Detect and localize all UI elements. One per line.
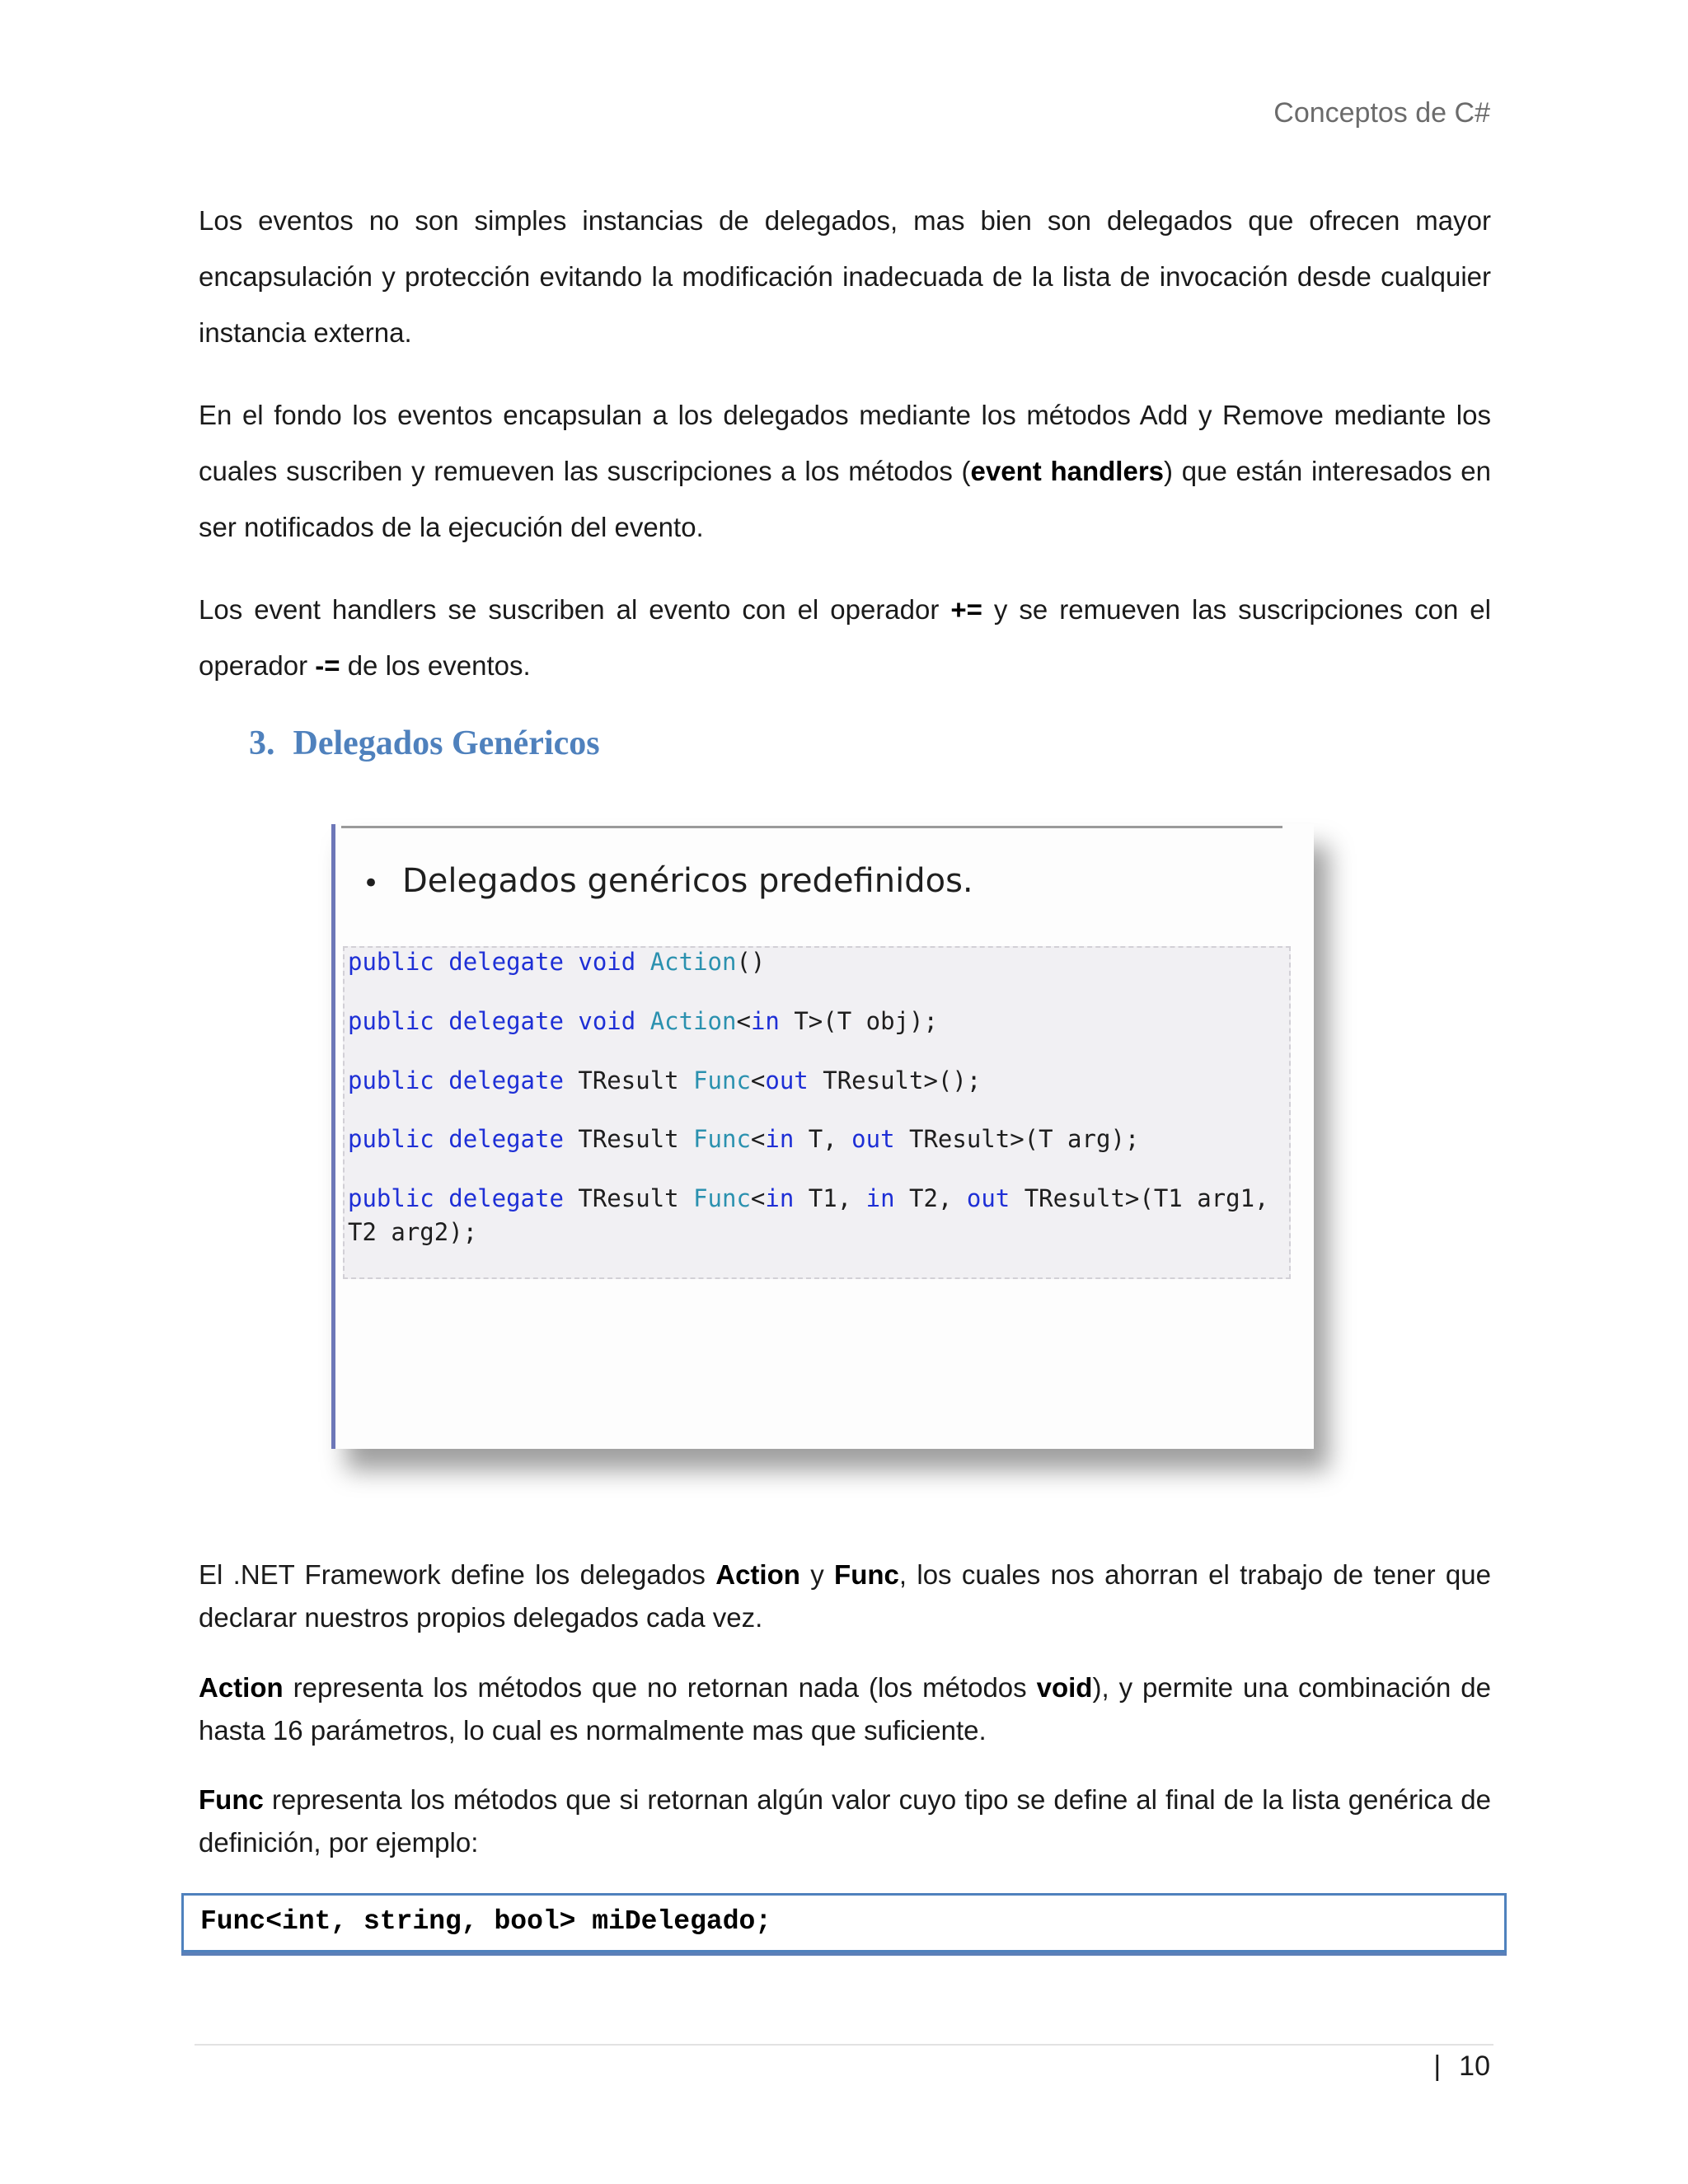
slide-left-border — [331, 824, 335, 1449]
page-number-separator: | — [1433, 2050, 1442, 2082]
code-line-4: public delegate TResult Func<in T, out TResult>(T arg); — [348, 1125, 1140, 1153]
bold-term: Func — [199, 1784, 264, 1815]
section-title: Delegados Genéricos — [293, 724, 600, 762]
text-fragment: representa los métodos que no retornan nada (los métodos — [283, 1672, 1037, 1703]
bold-term: Action — [715, 1559, 800, 1590]
code-line-3: public delegate TResult Func<out TResult>(); — [348, 1066, 982, 1094]
running-header: Conceptos de C# — [1273, 97, 1490, 129]
text-fragment: Los event handlers se suscriben al evento con el operador — [199, 594, 951, 625]
code-example-box — [181, 1893, 1507, 1952]
footer-divider — [195, 2044, 1493, 2046]
text-fragment: ), y permite una combinación de hasta 16 parámetros, lo cual es normalmente mas que suficiente. — [199, 1672, 1491, 1746]
code-line-2: public delegate void Action<in T>(T obj); — [348, 1007, 938, 1035]
section-number: 3. — [249, 724, 275, 762]
text-fragment: de los eventos. — [340, 650, 531, 681]
paragraph-text: Los eventos no son simples instancias de delegados, mas bien son delegados que ofrecen mayor encapsulación y protección evitando la modificación inadecuada de la lista de invocación desde cualquier instancia externa. — [199, 205, 1491, 348]
paragraph-event-operators — [199, 582, 1491, 694]
code-panel — [343, 946, 1291, 1279]
text-fragment: representa los métodos que si retornan algún valor cuyo tipo se define al final de la lista genérica de definición, por ejemplo: — [199, 1784, 1491, 1858]
text-fragment: ) que están interesados en ser notificados de la ejecución del evento. — [199, 456, 1491, 542]
bold-term: Func — [834, 1559, 899, 1590]
code-example-text: Func<int, string, bool> miDelegado; — [200, 1906, 772, 1937]
page-number — [1433, 2050, 1490, 2083]
slide-title: Delegados genéricos predefinidos. — [402, 862, 973, 900]
code-line-1: public delegate void Action() — [348, 948, 766, 976]
text-fragment: y se remueven las suscripciones con el operador — [199, 594, 1491, 681]
slide-image — [331, 824, 1314, 1449]
paragraph-events-encapsulation — [199, 387, 1491, 555]
text-fragment: El .NET Framework define los delegados — [199, 1559, 716, 1590]
slide-top-rule — [341, 826, 1282, 828]
paragraph-events-intro — [199, 193, 1491, 361]
page-number-value: 10 — [1459, 2050, 1490, 2082]
paragraph-func — [199, 1779, 1491, 1864]
bold-term: event handlers — [970, 456, 1165, 486]
bullet-icon: • — [363, 867, 380, 900]
section-heading — [249, 724, 600, 763]
operator-add: += — [950, 594, 982, 625]
code-line-5: public delegate TResult Func<in T1, in T2, out TResult>(T1 arg1, — [348, 1184, 1269, 1212]
bold-term: Action — [199, 1672, 284, 1703]
operator-remove: -= — [315, 650, 340, 681]
text-fragment: y — [799, 1559, 835, 1590]
text-fragment: En el fondo los eventos encapsulan a los delegados mediante los métodos Add y Remove mediante los cuales suscriben y remueven las suscripciones a los métodos ( — [199, 400, 1491, 486]
paragraph-action — [199, 1666, 1491, 1752]
code-line-6: T2 arg2); — [348, 1218, 478, 1246]
paragraph-net-framework — [199, 1554, 1491, 1639]
text-fragment: , los cuales nos ahorran el trabajo de tener que declarar nuestros propios delegados cada vez. — [199, 1559, 1491, 1633]
bold-term: void — [1036, 1672, 1093, 1703]
